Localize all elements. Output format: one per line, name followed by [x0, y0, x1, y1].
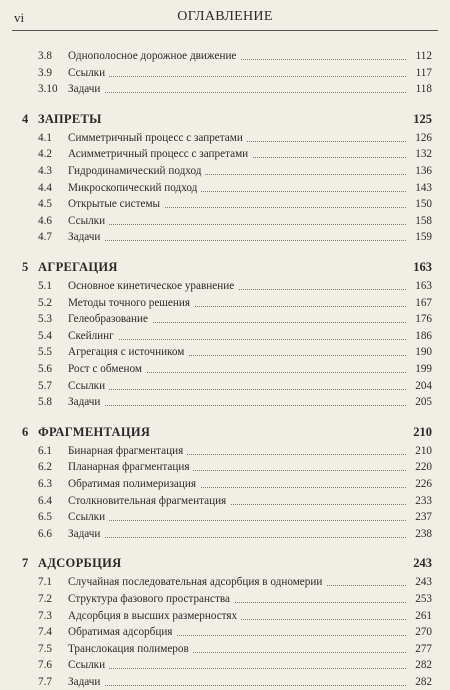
toc-entry[interactable]: [0, 378, 450, 394]
section-number: 5.8: [38, 396, 52, 409]
section-number: 4.5: [38, 198, 52, 211]
chapter-heading[interactable]: [0, 110, 450, 128]
section-number: 7.1: [38, 576, 52, 589]
chapter-page: 125: [413, 111, 432, 126]
section-page: 282: [412, 674, 432, 690]
section-page: 150: [412, 196, 432, 212]
section-number: 6.1: [38, 444, 52, 457]
toc-entry[interactable]: [0, 624, 450, 640]
section-page: 205: [412, 394, 432, 410]
section-page: 199: [412, 361, 432, 377]
section-number: 7.7: [38, 676, 52, 688]
section-number: 4.7: [38, 231, 52, 244]
section-title: Ссылки: [68, 380, 109, 392]
toc-entry[interactable]: [0, 509, 450, 525]
chapter-heading[interactable]: [0, 258, 450, 276]
section-number: 6.4: [38, 494, 52, 507]
section-number: 5.3: [38, 313, 52, 326]
chapter-title: ЗАПРЕТЫ: [38, 111, 102, 126]
section-title: Симметричный процесс с запретами: [68, 132, 247, 144]
section-number: 5.6: [38, 363, 52, 375]
section-page: 190: [412, 344, 432, 360]
chapter-title: АДСОРБЦИЯ: [38, 556, 122, 571]
section-page: 158: [412, 213, 432, 229]
toc-entry[interactable]: [0, 476, 450, 492]
toc-entry[interactable]: [0, 81, 450, 97]
toc-entry[interactable]: [0, 574, 450, 590]
dot-leader: [68, 388, 406, 390]
chapter-page: 163: [413, 260, 432, 274]
chapter-number: 7: [22, 556, 29, 571]
dot-leader: [68, 667, 406, 669]
toc-entry[interactable]: [0, 591, 450, 607]
chapter-number: 5: [22, 260, 29, 274]
section-title: Обратимая адсорбция: [68, 626, 176, 638]
toc-entry[interactable]: [0, 394, 450, 410]
chapter-heading[interactable]: [0, 423, 450, 441]
toc-entry[interactable]: [0, 213, 450, 229]
section-page: 243: [412, 574, 432, 590]
chapter-number: 4: [22, 111, 29, 126]
section-title: Задачи: [68, 83, 104, 95]
section-title: Гидродинамический подход: [68, 165, 205, 177]
section-title: Однополосное дорожное движение: [68, 50, 240, 62]
section-number: 6.2: [38, 461, 52, 474]
section-title: Задачи: [68, 231, 104, 243]
section-number: 4.1: [38, 131, 52, 144]
section-title: Гелеобразование: [68, 313, 152, 325]
toc-entry[interactable]: [0, 48, 450, 64]
toc-entry[interactable]: [0, 130, 450, 146]
section-page: 204: [412, 378, 432, 394]
section-number: 6.5: [38, 511, 52, 524]
section-number: 7.5: [38, 642, 52, 655]
toc-entry[interactable]: [0, 657, 450, 673]
section-page: 126: [412, 130, 432, 146]
toc-entry[interactable]: [0, 229, 450, 245]
toc-entry[interactable]: [0, 526, 450, 542]
chapter-heading[interactable]: [0, 554, 450, 572]
section-number: 5.5: [38, 346, 52, 359]
toc-entry[interactable]: [0, 361, 450, 377]
section-page: 233: [412, 493, 432, 509]
section-title: Столкновительная фрагментация: [68, 495, 230, 507]
section-page: 237: [412, 509, 432, 525]
toc-entry[interactable]: [0, 278, 450, 294]
section-number: 7.2: [38, 593, 52, 605]
section-page: 118: [413, 81, 432, 97]
section-number: 4.4: [38, 181, 52, 194]
section-page: 210: [412, 443, 432, 459]
section-page: 186: [412, 328, 432, 344]
section-number: 4.2: [38, 148, 52, 161]
page-number: vi: [14, 10, 25, 25]
section-page: 117: [413, 65, 432, 81]
toc-entry[interactable]: [0, 443, 450, 459]
toc-entry[interactable]: [0, 146, 450, 162]
section-page: 136: [412, 163, 432, 179]
section-page: 176: [412, 311, 432, 327]
section-page: 220: [412, 459, 432, 475]
chapter-page: 243: [413, 556, 432, 571]
section-title: Транслокация полимеров: [68, 643, 193, 655]
section-page: 226: [412, 476, 432, 492]
section-title: Ссылки: [68, 659, 109, 671]
section-page: 282: [412, 657, 432, 673]
dot-leader: [68, 91, 406, 93]
section-title: Планарная фрагментация: [68, 461, 193, 473]
section-page: 159: [412, 229, 432, 245]
section-number: 5.1: [38, 280, 52, 292]
dot-leader: [68, 75, 406, 77]
page-header: [12, 8, 438, 31]
dot-leader: [68, 684, 406, 686]
section-page: 132: [412, 146, 432, 162]
section-title: Скейлинг: [68, 330, 118, 342]
section-title: Ссылки: [68, 511, 109, 523]
section-title: Задачи: [68, 676, 104, 688]
section-title: Адсорбция в высших размерностях: [68, 610, 241, 622]
section-number: 4.3: [38, 165, 52, 177]
section-page: 112: [413, 48, 432, 64]
section-number: 5.2: [38, 296, 52, 309]
section-title: Рост с обменом: [68, 363, 146, 375]
section-title: Методы точного решения: [68, 297, 194, 309]
dot-leader: [68, 519, 406, 521]
section-page: 261: [412, 608, 432, 624]
section-number: 5.4: [38, 329, 52, 342]
dot-leader: [68, 338, 406, 340]
section-page: 143: [412, 180, 432, 196]
section-title: Задачи: [68, 396, 104, 408]
section-title: Ссылки: [68, 215, 109, 227]
toc-entry[interactable]: [0, 608, 450, 624]
toc-entry[interactable]: [0, 311, 450, 327]
section-number: 3.9: [38, 66, 52, 79]
section-title: Задачи: [68, 528, 104, 540]
section-number: 5.7: [38, 379, 52, 392]
section-number: 7.4: [38, 626, 52, 639]
section-page: 277: [412, 641, 432, 657]
toc-entry[interactable]: [0, 344, 450, 360]
toc-entry[interactable]: [0, 295, 450, 311]
section-number: 4.6: [38, 214, 52, 227]
section-page: 238: [412, 526, 432, 542]
section-number: 3.10: [38, 83, 58, 96]
section-page: 270: [412, 624, 432, 640]
section-title: Бинарная фрагментация: [68, 445, 187, 457]
toc-entry[interactable]: [0, 674, 450, 690]
chapter-title: ФРАГМЕНТАЦИЯ: [38, 424, 151, 439]
dot-leader: [68, 536, 406, 538]
section-number: 6.6: [38, 527, 52, 540]
chapter-page: 210: [413, 424, 432, 439]
section-number: 7.6: [38, 659, 52, 672]
section-title: Ссылки: [68, 67, 109, 79]
section-title: Открытые системы: [68, 198, 164, 210]
section-title: Агрегация с источником: [68, 346, 188, 358]
section-title: Основное кинетическое уравнение: [68, 280, 238, 292]
toc-entry[interactable]: [0, 459, 450, 475]
section-title: Структура фазового пространства: [68, 593, 234, 605]
section-title: Случайная последовательная адсорбция в одномерии: [68, 576, 326, 588]
toc-entry[interactable]: [0, 641, 450, 657]
section-title: Микроскопический подход: [68, 182, 201, 194]
toc-entry[interactable]: [0, 328, 450, 344]
section-title: Обратимая полимеризация: [68, 478, 200, 490]
section-page: 253: [412, 591, 432, 607]
section-number: 6.3: [38, 478, 52, 490]
toc-entry[interactable]: [0, 65, 450, 81]
chapter-number: 6: [22, 424, 29, 439]
section-number: 3.8: [38, 50, 52, 62]
dot-leader: [68, 404, 406, 406]
chapter-title: АГРЕГАЦИЯ: [38, 260, 118, 274]
section-number: 7.3: [38, 609, 52, 622]
section-page: 163: [412, 278, 432, 294]
section-title: Асимметричный процесс с запретами: [68, 148, 252, 160]
toc-entry[interactable]: [0, 196, 450, 212]
dot-leader: [68, 239, 406, 241]
toc-entry[interactable]: [0, 180, 450, 196]
running-title: ОГЛАВЛЕНИЕ: [177, 9, 273, 24]
toc-entry[interactable]: [0, 163, 450, 179]
toc-entry[interactable]: [0, 493, 450, 509]
section-page: 167: [412, 295, 432, 311]
dot-leader: [68, 223, 406, 225]
